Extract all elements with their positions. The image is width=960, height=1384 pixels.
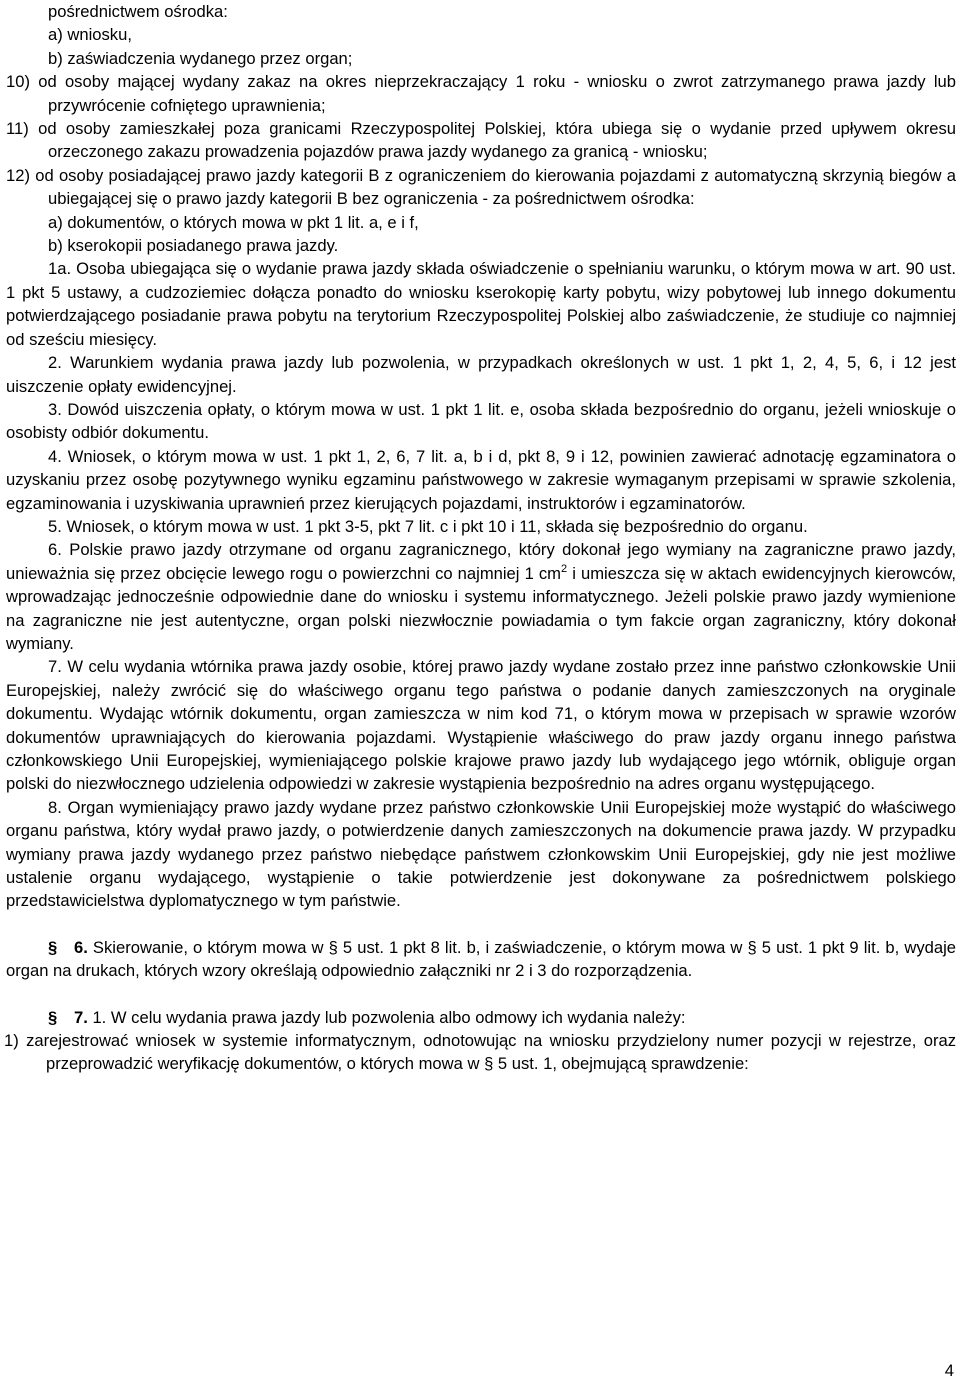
- paragraph: 2. Warunkiem wydania prawa jazdy lub pozwolenia, w przypadkach określonych w ust. 1 pkt 1, 2, 4, 5, 6, i 12 jest uiszczenie opłaty ewidencyjnej.: [6, 353, 956, 396]
- paragraph: 8. Organ wymieniający prawo jazdy wydane przez państwo członkowskie Unii Europejskiej może wystąpić do właściwego organu państwa, który wydał prawo jazdy, o potwierdzenie danych zamieszczonych na dokumencie prawa jazdy. W przypadku wymiany prawa jazdy wydanego przez państwo niebędące państwem członkowskim Unii Europejskiej, gdy nie jest możliwe ustalenie organu wydającego, wystąpienie o takie potwierdzenie jest dokonywane za pośrednictwem polskiego przedstawicielstwa dyplomatycznego w tym państwie.: [6, 797, 956, 911]
- page-number: 4: [944, 1360, 954, 1380]
- list-item: a) dokumentów, o których mowa w pkt 1 lit. a, e i f,: [48, 212, 419, 232]
- section-number: 7.: [74, 1007, 88, 1027]
- superscript: 2: [561, 562, 568, 575]
- list-item: 12) od osoby posiadającej prawo jazdy kategorii B z ograniczeniem do kierowania pojazdami z automatyczną skrzynią biegów a ubiegającej się o prawo jazdy kategorii B bez ograniczenia - za pośrednictwem ośrodka:: [6, 165, 956, 209]
- list-item: a) wniosku,: [48, 25, 132, 45]
- paragraph-text: 6. Polskie prawo jazdy otrzymane od organu zagranicznego, który dokonał jego wymiany na zagraniczne prawo jazdy, unieważnia się przez obcięcie lewego rogu o powierzchni co najmniej 1 cm: [6, 540, 956, 583]
- list-item: 10) od osoby mającej wydany zakaz na okres nieprzekraczający 1 roku - wniosku o zwrot zatrzymanego prawa jazdy lub przywrócenie cofniętego uprawnienia;: [6, 72, 956, 115]
- section-number: 6.: [74, 937, 88, 957]
- section-sign: §: [48, 1007, 58, 1027]
- list-item: b) kserokopii posiadanego prawa jazdy.: [48, 236, 339, 256]
- section-text: 1. W celu wydania prawa jazdy lub pozwolenia albo odmowy ich wydania należy:: [87, 1007, 686, 1027]
- paragraph: 7. W celu wydania wtórnika prawa jazdy osobie, której prawo jazdy wydane zostało przez inne państwo członkowskie Unii Europejskiej, należy zwrócić się do właściwego organu tego państwa o podanie danych zamieszczonych na oryginale dokumentu. Wydając wtórnik dokumentu, organ zamieszcza w nim kod 71, o którym mowa w przepisach w sprawie wzorów dokumentów uprawniających do kierowania pojazdami. Wystąpienie właściwego do praw jazdy organu innego państwa członkowskiego Unii Europejskiej, wymieniającego polskie krajowe prawo jazdy lub wydającego jego wtórnik, obliguje organ polski do niezwłocznego udzielenia odpowiedzi w zakresie wystąpienia bezpośrednio na adres organu występującego.: [6, 657, 956, 794]
- list-item: 11) od osoby zamieszkałej poza granicami Rzeczypospolitej Polskiej, która ubiega się o wydanie przed upływem okresu orzeczonego zakazu prowadzenia pojazdów prawa jazdy wydanego za granicą - wniosku;: [6, 119, 956, 162]
- paragraph-text: i umieszcza się w aktach ewidencyjnych kierowców, wprowadzając jednocześnie odpowiednie dane do wniosku i systemu informatycznego. Jeżeli polskie prawo jazdy wymienione na zagraniczne nie jest autentyczne, organ polski niezwłocznie powiadamia o tym fakcie organ zagraniczny, który dokonał wymiany.: [6, 563, 956, 653]
- section-text: Skierowanie, o którym mowa w § 5 ust. 1 pkt 8 lit. b, i zaświadczenie, o którym mowa w § 5 ust. 1 pkt 9 lit. b, wydaje organ na drukach, których wzory określają odpowiednio załączniki nr 2 i 3 do rozporządzenia.: [6, 937, 956, 981]
- paragraph: 5. Wniosek, o którym mowa w ust. 1 pkt 3-5, pkt 7 lit. c i pkt 10 i 11, składa się bezpośrednio do organu.: [48, 516, 808, 536]
- section-sign: §: [48, 937, 58, 957]
- list-item: b) zaświadczenia wydanego przez organ;: [48, 48, 353, 68]
- paragraph: pośrednictwem ośrodka:: [48, 2, 228, 21]
- paragraph: 1a. Osoba ubiegająca się o wydanie prawa jazdy składa oświadczenie o spełnianiu warunku, o którym mowa w art. 90 ust. 1 pkt 5 ustawy, a cudzoziemiec dołącza ponadto do wniosku kserokopię karty pobytu, wizy pobytowej lub innego dokumentu potwierdzającego posiadanie prawa pobytu na terytorium Rzeczypospolitej Polskiej albo zaświadczenie, że studiuje co najmniej od sześciu miesięcy.: [6, 259, 956, 349]
- paragraph: [6, 538, 956, 655]
- paragraph: 4. Wniosek, o którym mowa w ust. 1 pkt 1, 2, 6, 7 lit. a, b i d, pkt 8, 9 i 12, powinien zawierać adnotację egzaminatora o uzyskaniu przez osobę pozytywnego wyniku egzaminu państwowego w zakresie wymaganym przepisami w sprawie szkolenia, egzaminowania i uzyskiwania uprawnień przez kierujących pojazdami, instruktorów i egzaminatorów.: [6, 446, 956, 513]
- section-paragraph: [6, 936, 956, 983]
- document-body: [6, 0, 956, 1076]
- section-paragraph: [6, 1006, 956, 1029]
- list-item: 1) zarejestrować wniosek w systemie informatycznym, odnotowując na wniosku przydzielony numer pozycji w rejestrze, oraz przeprowadzić weryfikację dokumentów, o których mowa w § 5 ust. 1, obejmującą sprawdzenie:: [4, 1031, 956, 1074]
- paragraph: 3. Dowód uiszczenia opłaty, o którym mowa w ust. 1 pkt 1 lit. e, osoba składa bezpośrednio do organu, jeżeli wnioskuje o osobisty odbiór dokumentu.: [6, 399, 956, 443]
